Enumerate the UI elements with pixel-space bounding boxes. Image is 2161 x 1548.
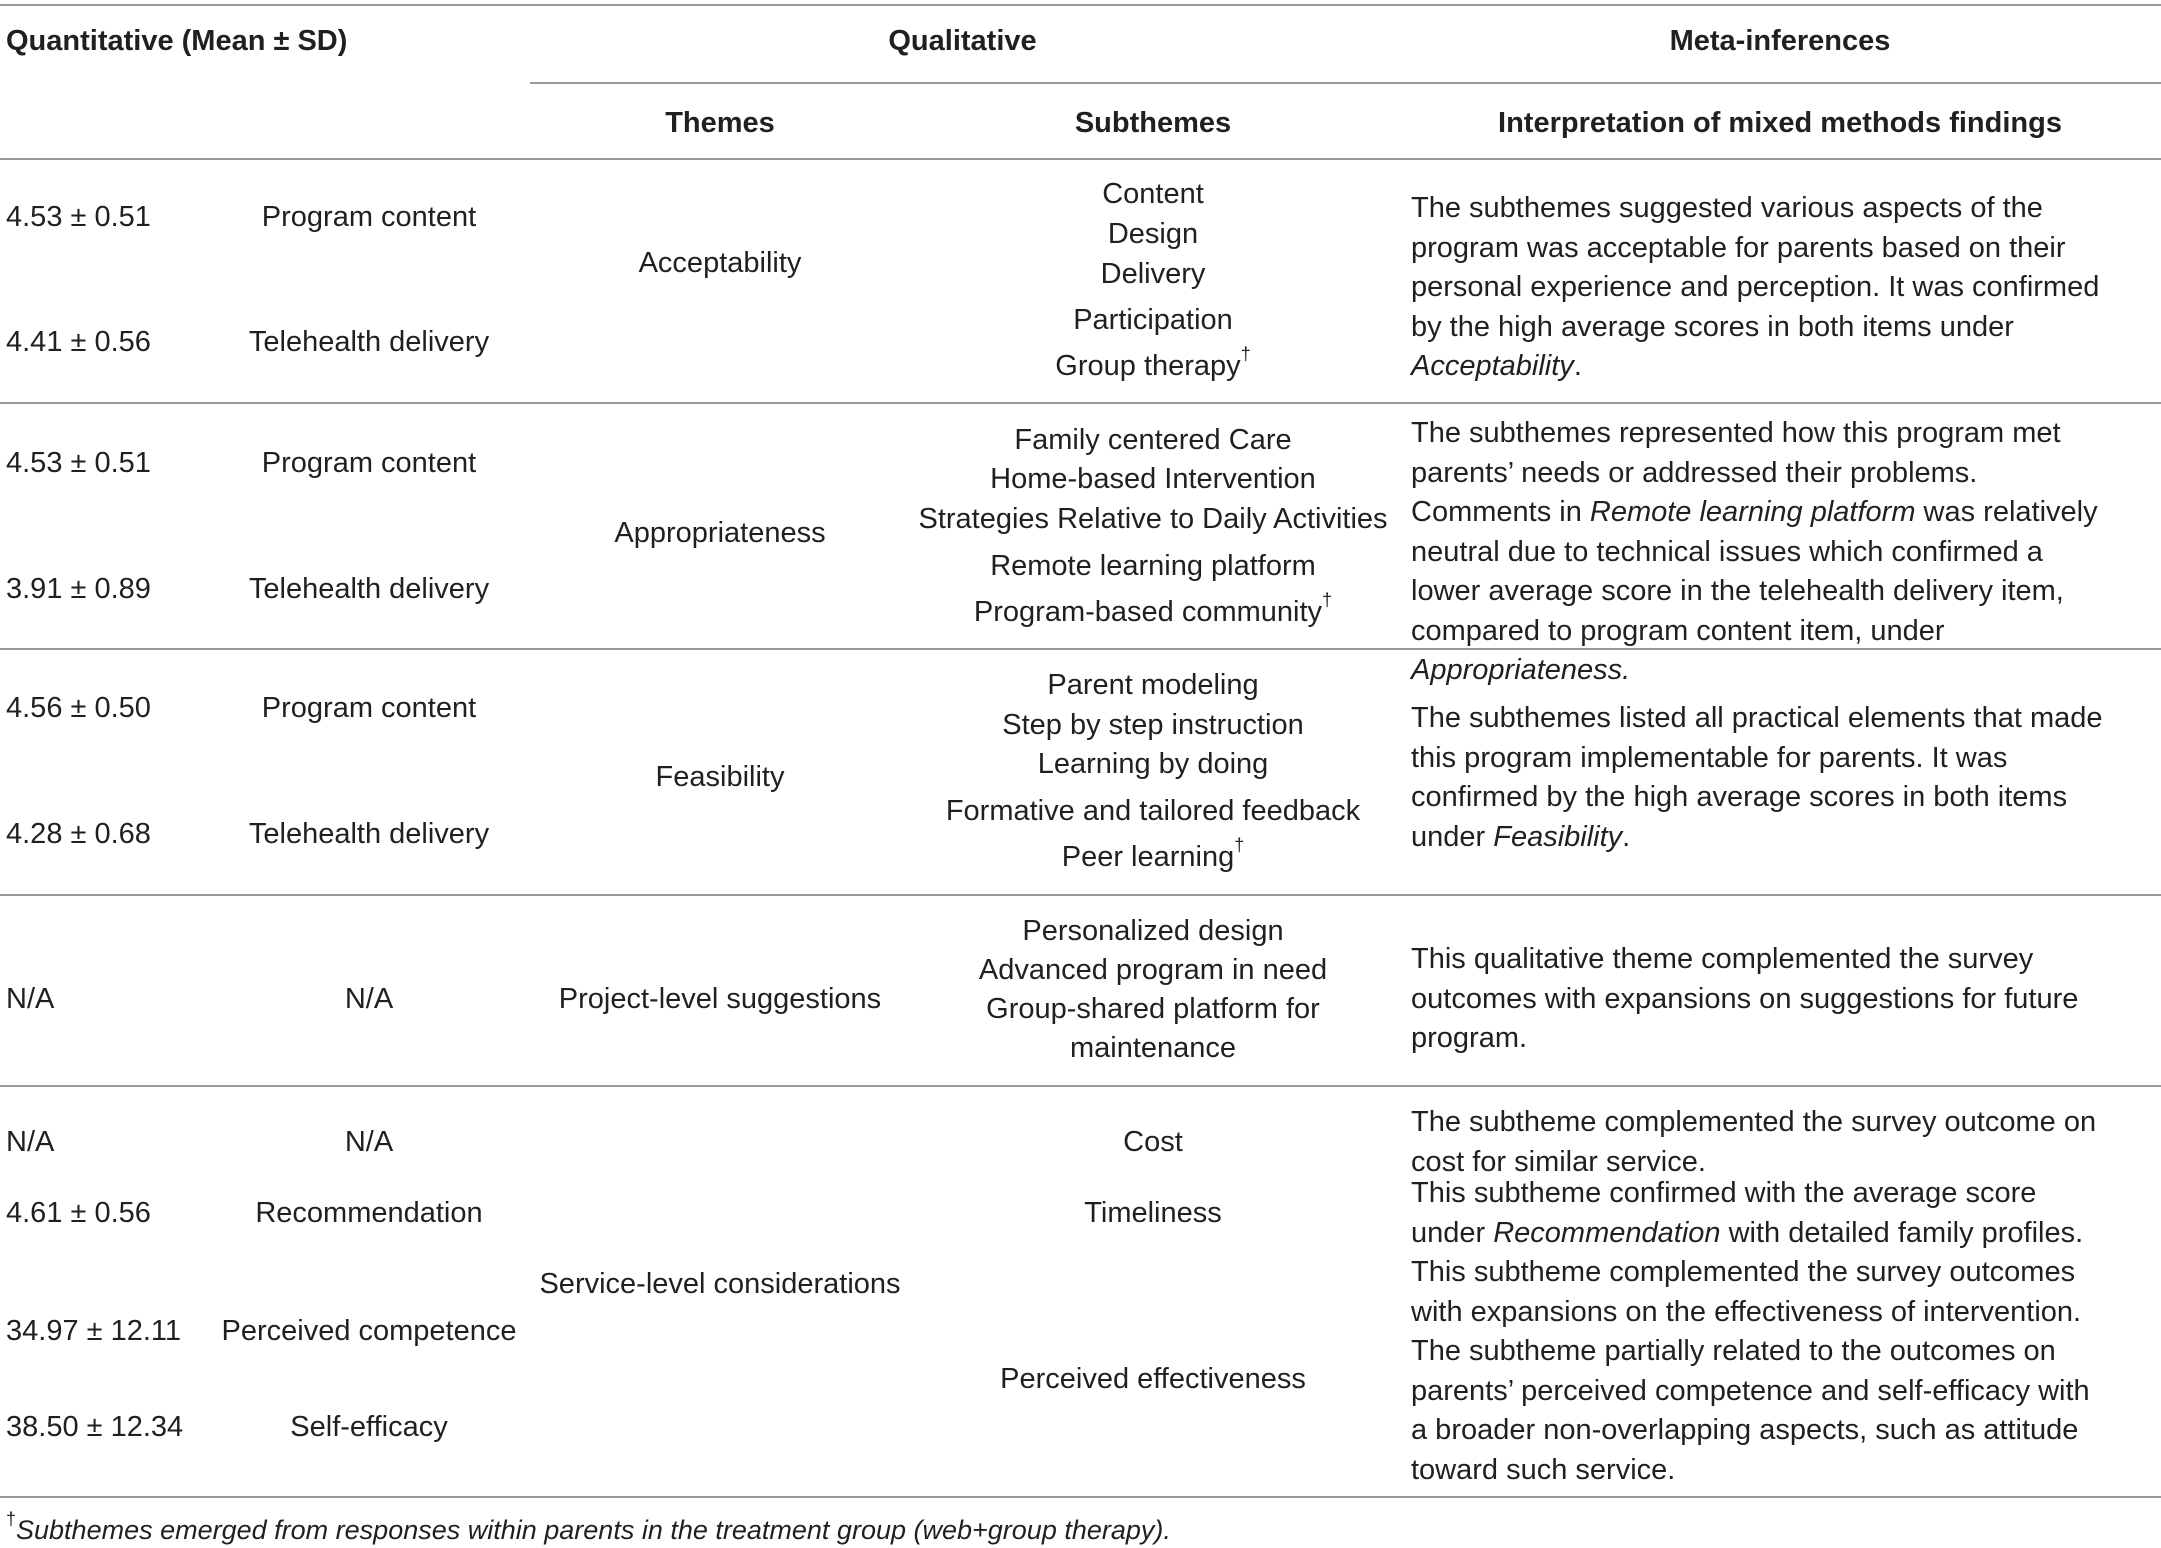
item-4-1: N/A bbox=[344, 983, 394, 1015]
subtheme-delivery: Delivery bbox=[1100, 258, 1206, 290]
theme-appropriateness: Appropriateness bbox=[614, 517, 826, 549]
subtheme-learning-by-doing: Learning by doing bbox=[1037, 748, 1269, 780]
score-4-1: N/A bbox=[6, 983, 55, 1015]
item-5-2: Recommendation bbox=[255, 1197, 483, 1229]
subtheme-participation: Participation bbox=[1073, 304, 1233, 336]
item-3-2: Telehealth delivery bbox=[248, 818, 490, 850]
score-2-1: 4.53 ± 0.51 bbox=[6, 447, 151, 479]
header-quantitative: Quantitative (Mean ± SD) bbox=[6, 25, 348, 57]
item-1-1: Program content bbox=[261, 201, 477, 233]
subtheme-group-shared-platform-2: maintenance bbox=[1069, 1032, 1237, 1064]
subtheme-parent-modeling: Parent modeling bbox=[1047, 669, 1259, 701]
header-meta-inferences: Meta-inferences bbox=[1669, 25, 1891, 57]
score-5-2: 4.61 ± 0.56 bbox=[6, 1197, 151, 1229]
row-rule-3 bbox=[0, 894, 2161, 896]
theme-acceptability: Acceptability bbox=[638, 247, 802, 279]
score-5-1: N/A bbox=[6, 1126, 55, 1158]
theme-service-level-considerations: Service-level considerations bbox=[539, 1268, 901, 1300]
score-3-2: 4.28 ± 0.68 bbox=[6, 818, 151, 850]
subtheme-group-shared-platform-1: Group-shared platform for bbox=[986, 993, 1320, 1025]
item-2-1: Program content bbox=[261, 447, 477, 479]
interpretation-effectiveness: This subtheme complemented the survey outcomes with expansions on the effectiveness of intervention. bbox=[1411, 1256, 2082, 1328]
header-subthemes: Subthemes bbox=[1074, 107, 1232, 139]
score-5-3: 34.97 ± 12.11 bbox=[6, 1315, 182, 1347]
item-5-1: N/A bbox=[344, 1126, 394, 1158]
theme-project-level-suggestions: Project-level suggestions bbox=[558, 983, 882, 1015]
interpretation-feasibility: The subthemes listed all practical elements that made this program implementable for parents. It was confirmed by the high average scores in both items under Feasibility. bbox=[1411, 702, 2103, 853]
qualitative-header-rule bbox=[530, 82, 2161, 84]
interpretation-appropriateness: The subthemes represented how this program met parents’ needs or addressed their problems. Comments in Remote learning platform was relatively neutral due to technical issues which confirmed a lower average score in the telehealth delivery item, compared to program content item, under Appropriateness. bbox=[1411, 417, 2098, 686]
subtheme-home-based-intervention: Home-based Intervention bbox=[990, 463, 1316, 495]
header-qualitative: Qualitative bbox=[888, 25, 1037, 57]
header-bottom-rule bbox=[0, 158, 2161, 160]
subtheme-formative-feedback: Formative and tailored feedback bbox=[945, 795, 1361, 827]
interpretation-competence-efficacy: The subtheme partially related to the outcomes on parents’ perceived competence and self-efficacy with a broader non-overlapping aspects, such as attitude toward such service. bbox=[1411, 1335, 2090, 1486]
score-2-2: 3.91 ± 0.89 bbox=[6, 573, 151, 605]
subtheme-group-therapy: Group therapy† bbox=[1055, 344, 1251, 382]
bottom-rule bbox=[0, 1496, 2161, 1498]
score-3-1: 4.56 ± 0.50 bbox=[6, 692, 151, 724]
subtheme-remote-learning-platform: Remote learning platform bbox=[990, 550, 1316, 582]
subtheme-personalized-design: Personalized design bbox=[1022, 915, 1284, 947]
table-footnote: †Subthemes emerged from responses within parents in the treatment group (web+group therapy). bbox=[6, 1509, 1171, 1545]
interpretation-cost: The subtheme complemented the survey outcome on cost for similar service. bbox=[1411, 1106, 2097, 1178]
row-rule-1 bbox=[0, 402, 2161, 404]
score-1-2: 4.41 ± 0.56 bbox=[6, 326, 151, 358]
item-3-1: Program content bbox=[261, 692, 477, 724]
subtheme-strategies-daily-activities: Strategies Relative to Daily Activities bbox=[918, 503, 1388, 535]
item-1-2: Telehealth delivery bbox=[248, 326, 490, 358]
subtheme-step-by-step: Step by step instruction bbox=[1002, 709, 1304, 741]
subtheme-advanced-program: Advanced program in need bbox=[978, 954, 1328, 986]
subtheme-design: Design bbox=[1107, 218, 1199, 250]
score-1-1: 4.53 ± 0.51 bbox=[6, 201, 151, 233]
header-themes: Themes bbox=[665, 107, 775, 139]
item-2-2: Telehealth delivery bbox=[248, 573, 490, 605]
interpretation-timeliness: This subtheme confirmed with the average score under Recommendation with detailed family profiles. bbox=[1411, 1177, 2084, 1249]
interpretation-project-level: This qualitative theme complemented the survey outcomes with expansions on suggestions for future program. bbox=[1411, 943, 2079, 1054]
subtheme-timeliness: Timeliness bbox=[1084, 1197, 1222, 1229]
item-5-3: Perceived competence bbox=[221, 1315, 517, 1347]
item-5-4: Self-efficacy bbox=[290, 1411, 448, 1443]
subtheme-family-centered-care: Family centered Care bbox=[1014, 424, 1292, 456]
top-rule bbox=[0, 4, 2161, 6]
subtheme-peer-learning: Peer learning† bbox=[1061, 835, 1245, 873]
theme-feasibility: Feasibility bbox=[655, 761, 785, 793]
subtheme-perceived-effectiveness: Perceived effectiveness bbox=[1000, 1363, 1306, 1395]
interpretation-acceptability: The subthemes suggested various aspects of the program was acceptable for parents based on their personal experience and perception. It was confirmed by the high average scores in both items under Acceptability. bbox=[1411, 192, 2100, 382]
subtheme-cost: Cost bbox=[1123, 1126, 1183, 1158]
header-interpretation: Interpretation of mixed methods findings bbox=[1498, 107, 2062, 139]
score-5-4: 38.50 ± 12.34 bbox=[6, 1411, 184, 1443]
subtheme-content: Content bbox=[1102, 178, 1204, 210]
row-rule-4 bbox=[0, 1085, 2161, 1087]
subtheme-program-based-community: Program-based community† bbox=[973, 590, 1333, 628]
